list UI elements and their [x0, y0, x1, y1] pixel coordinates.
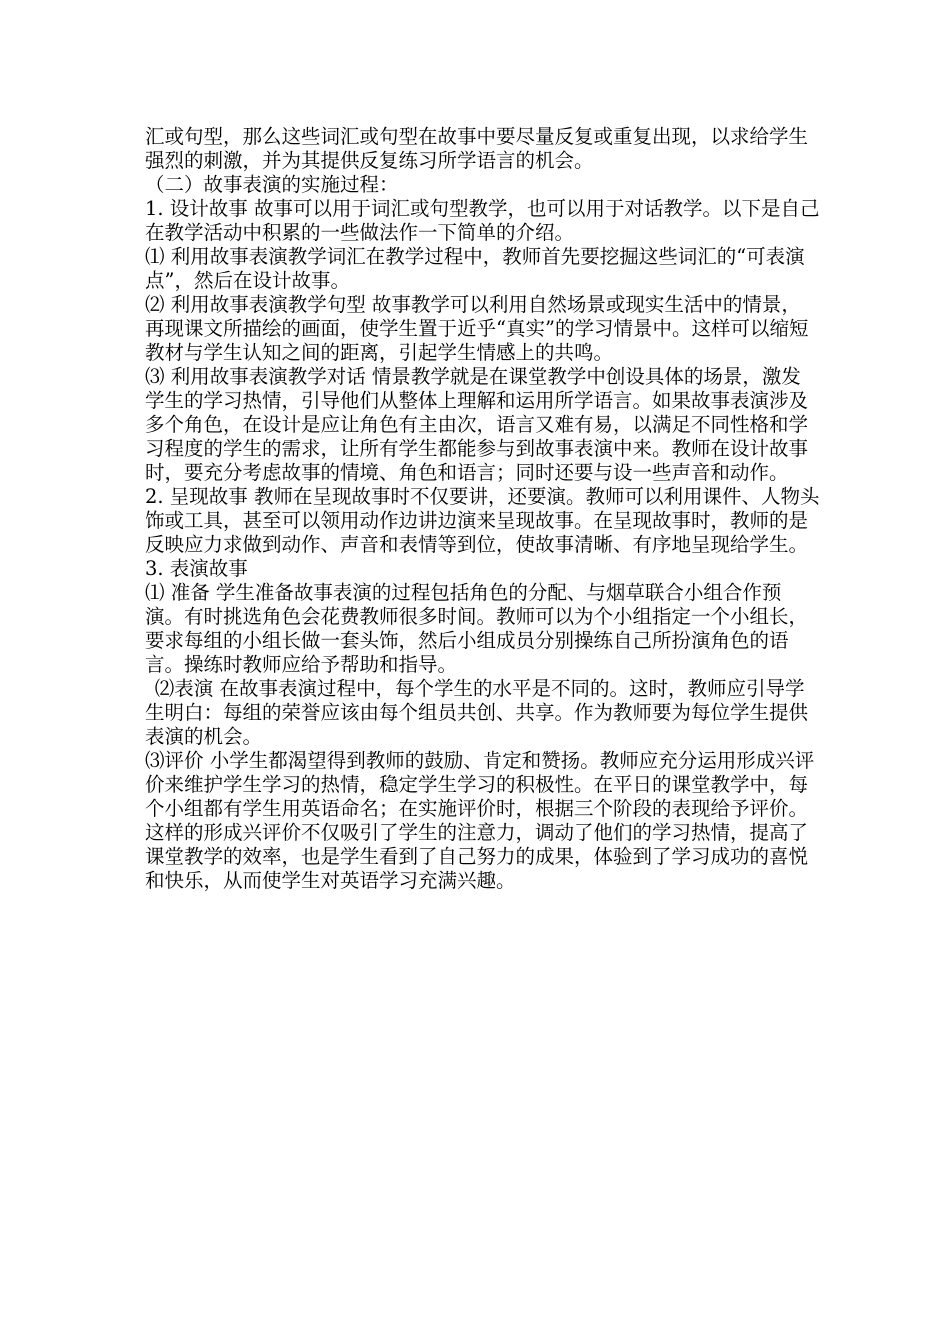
paragraph-performance: ⑵表演 在故事表演过程中，每个学生的水平是不同的。这时，教师应引导学生明白：每组的荣誉应该由每个组员共创、共享。作为教师要为每位学生提供表演的机会。 — [145, 677, 809, 748]
paragraph-intro-continuation: 汇或句型，那么这些词汇或句型在故事中要尽量反复或重复出现，以求给学生强烈的刺激，并为其提供反复练习所学语言的机会。 — [145, 125, 809, 172]
document-page — [145, 125, 820, 893]
paragraph-teach-dialogue: ⑶ 利用故事表演教学对话 情景教学就是在课堂教学中创设具体的场景，激发学生的学习热情，引导他们从整体上理解和运用所学语言。如果故事表演涉及多个角色，在设计是应让角色有主由次，语言又难有易，以满足不同性格和学习程度的学生的需求，让所有学生都能参与到故事表演中来。教师在设计故事时，要充分考虑故事的情境、角色和语言；同时还要与设一些声音和动作。 — [145, 365, 809, 484]
section-heading-implementation: （二）故事表演的实施过程： — [145, 173, 399, 196]
paragraph-preparation: ⑴ 准备 学生准备故事表演的过程包括角色的分配、与烟草联合小组合作预演。有时挑选角色会花费教师很多时间。教师可以为个小组指定一个小组长，要求每组的小组长做一套头饰，然后小组成员分别操练自己所扮演角色的语言。操练时教师应给予帮助和指导。 — [145, 581, 809, 676]
paragraph-perform-story-heading: 3. 表演故事 — [145, 557, 248, 580]
paragraph-present-story: 2. 呈现故事 教师在呈现故事时不仅要讲，还要演。教师可以利用课件、人物头饰或工具，甚至可以领用动作边讲边演来呈现故事。在呈现故事时，教师的是反映应力求做到动作、声音和表情等到位，使故事清晰、有序地呈现给学生。 — [145, 485, 820, 556]
paragraph-design-story: 1. 设计故事 故事可以用于词汇或句型教学，也可以用于对话教学。以下是自己在教学活动中积累的一些做法作一下简单的介绍。 — [145, 197, 820, 244]
paragraph-teach-vocabulary: ⑴ 利用故事表演教学词汇在教学过程中，教师首先要挖掘这些词汇的“可表演点”，然后在设计故事。 — [145, 245, 805, 292]
paragraph-evaluation: ⑶评价 小学生都渴望得到教师的鼓励、肯定和赞扬。教师应充分运用形成兴评价来维护学生学习的热情，稳定学生学习的积极性。在平日的课堂教学中，每个小组都有学生用英语命名；在实施评价时，根据三个阶段的表现给予评价。这样的形成兴评价不仅吸引了学生的注意力，调动了他们的学习热情，提高了课堂教学的效率，也是学生看到了自己努力的成果，体验到了学习成功的喜悦和快乐，从而使学生对英语学习充满兴趣。 — [145, 749, 815, 892]
paragraph-teach-sentence-patterns: ⑵ 利用故事表演教学句型 故事教学可以利用自然场景或现实生活中的情景，再现课文所描绘的画面，使学生置于近乎“真实”的学习情景中。这样可以缩短教材与学生认知之间的距离，引起学生情感上的共鸣。 — [145, 293, 809, 364]
